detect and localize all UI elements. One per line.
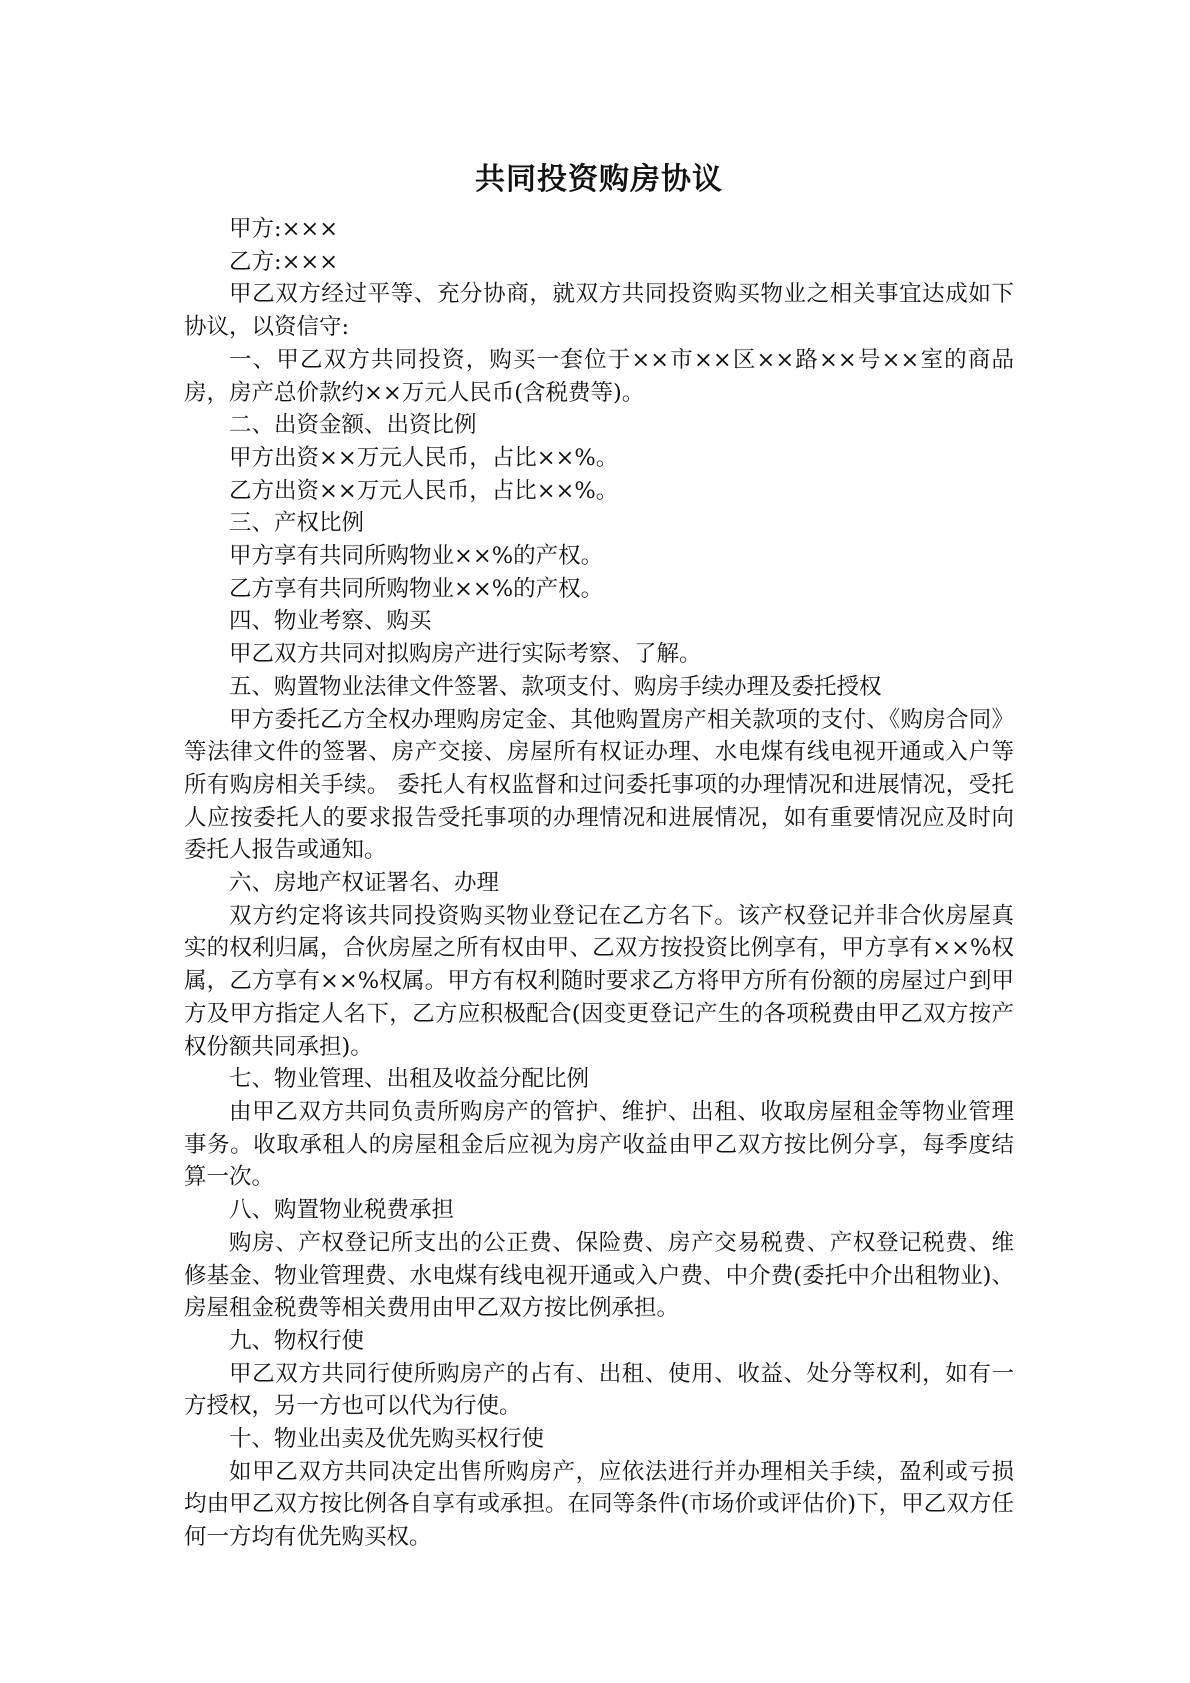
clause-8-body: 购房、产权登记所支出的公正费、保险费、房产交易税费、产权登记税费、维修基金、物业管理费、水电煤有线电视开通或入户费、中介费(委托中介出租物业)、房屋租金税费等相关费用由甲乙双方按比例承担。 (184, 1229, 1014, 1322)
clause-3-party-b: 乙方享有共同所购物业××%的产权。 (229, 575, 604, 602)
clause-4-body: 甲乙双方共同对拟购房产进行实际考察、了解。 (229, 641, 702, 668)
preamble-paragraph: 甲乙双方经过平等、充分协商，就双方共同投资购买物业之相关事宜达成如下协议，以资信守: (184, 281, 1014, 341)
clause-10-body: 如甲乙双方共同决定出售所购房产，应依法进行并办理相关手续，盈利或亏损均由甲乙双方按比例各自享有或承担。在同等条件(市场价或评估价)下，甲乙双方任何一方均有优先购买权。 (184, 1458, 1014, 1551)
clause-9-heading: 九、物权行使 (229, 1327, 365, 1354)
document-title: 共同投资购房协议 (475, 162, 723, 197)
clause-3-heading: 三、产权比例 (229, 510, 365, 537)
clause-7-body: 由甲乙双方共同负责所购房产的管护、维护、出租、收取房屋租金等物业管理事务。收取承租人的房屋租金后应视为房产收益由甲乙双方按比例分享，每季度结算一次。 (184, 1098, 1014, 1191)
clause-9-body: 甲乙双方共同行使所购房产的占有、出租、使用、收益、处分等权利，如有一方授权，另一方也可以代为行使。 (184, 1360, 1014, 1420)
clause-6-heading: 六、房地产权证署名、办理 (229, 870, 500, 897)
party-b-line: 乙方:××× (229, 248, 339, 275)
clause-5-heading: 五、购置物业法律文件签署、款项支付、购房手续办理及委托授权 (229, 673, 882, 700)
clause-2-party-b: 乙方出资××万元人民币，占比××%。 (229, 477, 619, 504)
clause-2-heading: 二、出资金额、出资比例 (229, 412, 477, 439)
clause-7-heading: 七、物业管理、出租及收益分配比例 (229, 1066, 590, 1093)
document-page (184, 160, 1014, 1554)
clause-2-party-a: 甲方出资××万元人民币，占比××%。 (229, 444, 619, 471)
document-body (184, 213, 1014, 1554)
clause-5-body: 甲方委托乙方全权办理购房定金、其他购置房产相关款项的支付、《购房合同》等法律文件的签署、房产交接、房屋所有权证办理、水电煤有线电视开通或入户等所有购房相关手续。 委托人有权监督和过问委托事项的办理情况和进展情况，受托人应按委托人的要求报告受托事项的办理情况和进展情况，如有重要情况应及时向委托人报告或通知。 (184, 706, 1014, 864)
clause-8-heading: 八、购置物业税费承担 (229, 1197, 455, 1224)
clause-4-heading: 四、物业考察、购买 (229, 608, 432, 635)
clause-6-body: 双方约定将该共同投资购买物业登记在乙方名下。该产权登记并非合伙房屋真实的权利归属，合伙房屋之所有权由甲、乙双方按投资比例享有，甲方享有××%权属，乙方享有××%权属。甲方有权利随时要求乙方将甲方所有份额的房屋过户到甲方及甲方指定人名下，乙方应积极配合(因变更登记产生的各项税费由甲乙双方按产权份额共同承担)。 (184, 902, 1014, 1060)
party-a-line: 甲方:××× (229, 216, 339, 242)
clause-10-heading: 十、物业出卖及优先购买权行使 (229, 1426, 545, 1453)
clause-1-paragraph: 一、甲乙双方共同投资，购买一套位于××市××区××路××号××室的商品房，房产总价款约××万元人民币(含税费等)。 (184, 346, 1014, 406)
clause-3-party-a: 甲方享有共同所购物业××%的产权。 (229, 543, 604, 570)
